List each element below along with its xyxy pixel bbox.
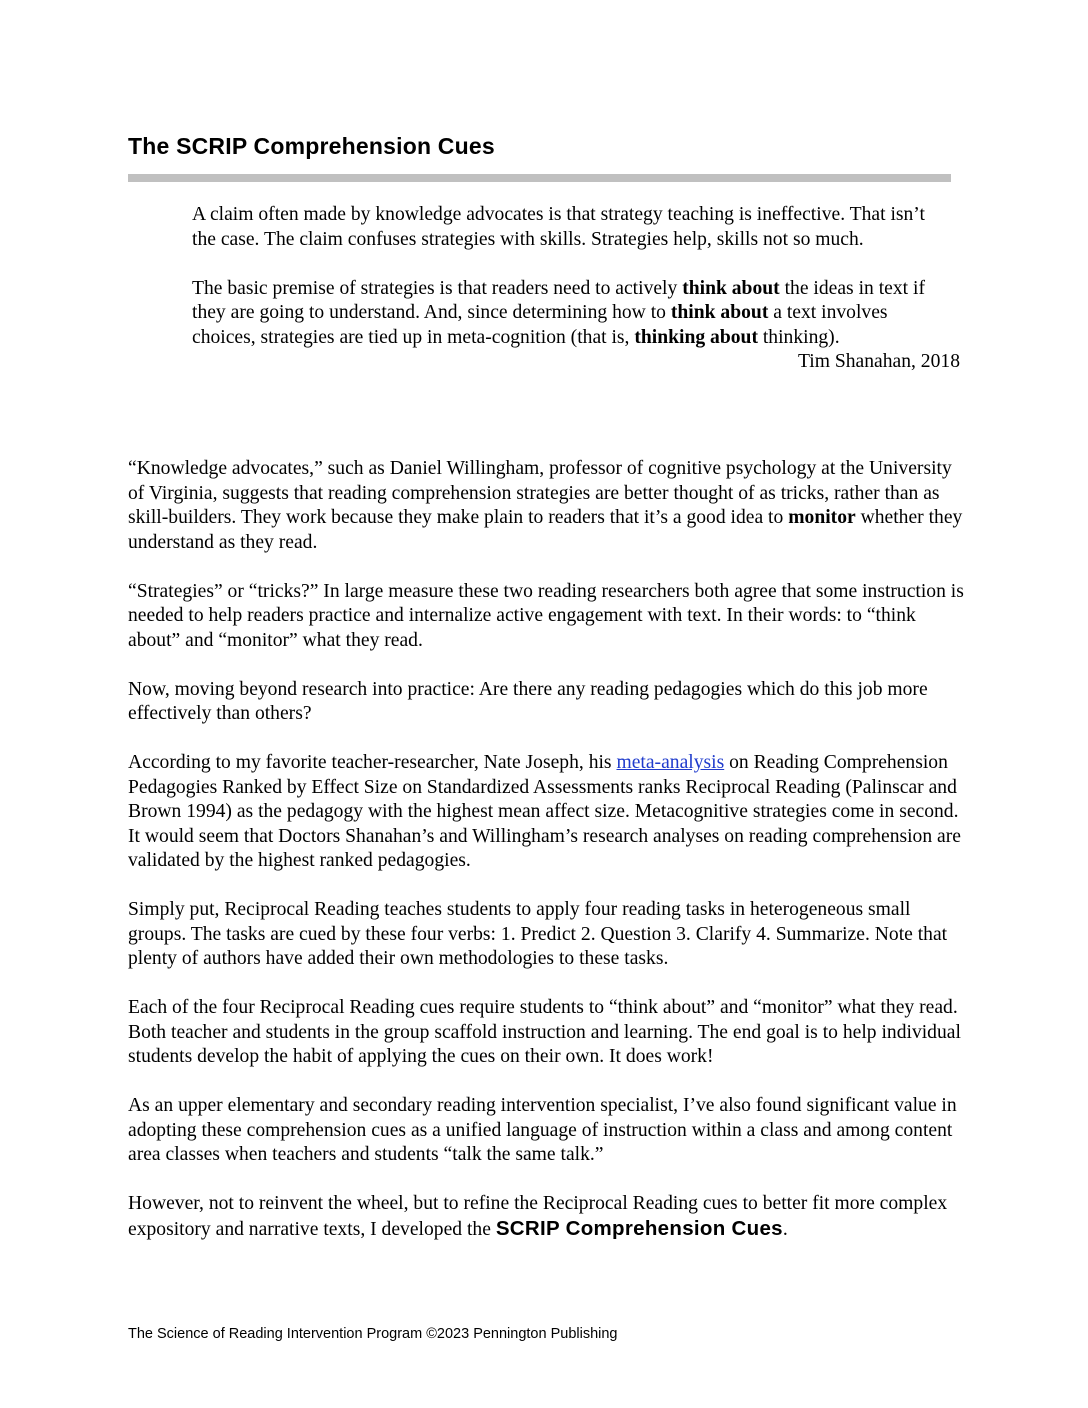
emphasis-think-about: think about — [670, 302, 769, 323]
body-paragraph-4 — [128, 751, 968, 874]
quote-paragraph-1: A claim often made by knowledge advocates is that strategy teaching is ineffective. That isn’t the case. The claim confuses strategies with skills. Strategies help, skills not so much. — [192, 204, 925, 250]
body-text: on Reading Comprehension Pedagogies Ranked by Effect Size on Standardized Assessments ranks Reciprocal Reading (Palinscar and Brown 1994) as the pedagogy with the highest mean affect size. Metacognitive strategies come in second. It would seem that Doctors Shanahan’s and Willingham’s research analyses on reading comprehension are validated by the highest ranked pedagogies. — [128, 752, 961, 871]
page-footer: The Science of Reading Intervention Program ©2023 Pennington Publishing — [128, 1326, 618, 1342]
quote-text: a text involves choices, strategies are tied up in meta-cognition (that is, — [192, 302, 888, 348]
scrip-brand-name: SCRIP Comprehension Cues — [495, 1216, 783, 1240]
quote-paragraph-2 — [192, 277, 940, 351]
body-text: According to my favorite teacher-researcher, Nate Joseph, his — [128, 752, 617, 773]
article-body — [128, 457, 968, 1267]
body-text: “Knowledge advocates,” such as Daniel Willingham, professor of cognitive psychology at the University of Virginia, suggests that reading comprehension strategies are better thought of as tricks, rather than as skill-builders. They work because they make plain to readers that it’s a good idea to — [128, 458, 952, 528]
body-paragraph-5: Simply put, Reciprocal Reading teaches students to apply four reading tasks in heterogeneous small groups. The tasks are cued by these four verbs: 1. Predict 2. Question 3. Clarify 4. Summarize. Note that plenty of authors have added their own methodologies to these tasks. — [128, 899, 948, 969]
body-paragraph-2: “Strategies” or “tricks?” In large measure these two reading researchers both agree that some instruction is needed to help readers practice and internalize active engagement with text. In their words: to “think about” and “monitor” what they read. — [128, 580, 964, 651]
quote-attribution: Tim Shanahan, 2018 — [797, 351, 960, 372]
body-text: whether they understand as they read. — [128, 507, 963, 553]
body-text: . — [782, 1218, 788, 1240]
body-paragraph-3: Now, moving beyond research into practice: Are there any reading pedagogies which do this job more effectively than others? — [128, 678, 928, 724]
body-paragraph-6: Each of the four Reciprocal Reading cues require students to “think about” and “monitor” what they read. Both teacher and students in the group scaffold instruction and learning. The end goal is to help individual students develop the habit of applying the cues on their own. It does work! — [128, 997, 961, 1067]
emphasis-thinking-about: thinking about — [634, 326, 758, 348]
body-paragraph-7: As an upper elementary and secondary reading intervention specialist, I’ve also found significant value in adopting these comprehension cues as a unified language of instruction within a class and among content area classes when teachers and students “talk the same talk.” — [128, 1095, 957, 1165]
body-paragraph-8 — [128, 1192, 968, 1242]
epigraph-quote — [192, 203, 960, 375]
page-title: The SCRIP Comprehension Cues — [128, 133, 495, 159]
quote-text: The basic premise of strategies is that readers need to actively — [192, 277, 683, 299]
body-text: However, not to reinvent the wheel, but to refine the Reciprocal Reading cues to better fit more complex expository and narrative texts, I developed the — [128, 1193, 948, 1240]
emphasis-think-about: think about — [682, 277, 780, 299]
quote-text: thinking). — [757, 326, 840, 348]
meta-analysis-link[interactable]: meta-analysis — [616, 752, 725, 773]
emphasis-monitor: monitor — [788, 507, 856, 528]
body-paragraph-1 — [128, 457, 968, 555]
quote-text: the ideas in text if they are going to understand. And, since determining how to — [192, 277, 925, 323]
title-divider — [128, 174, 951, 182]
